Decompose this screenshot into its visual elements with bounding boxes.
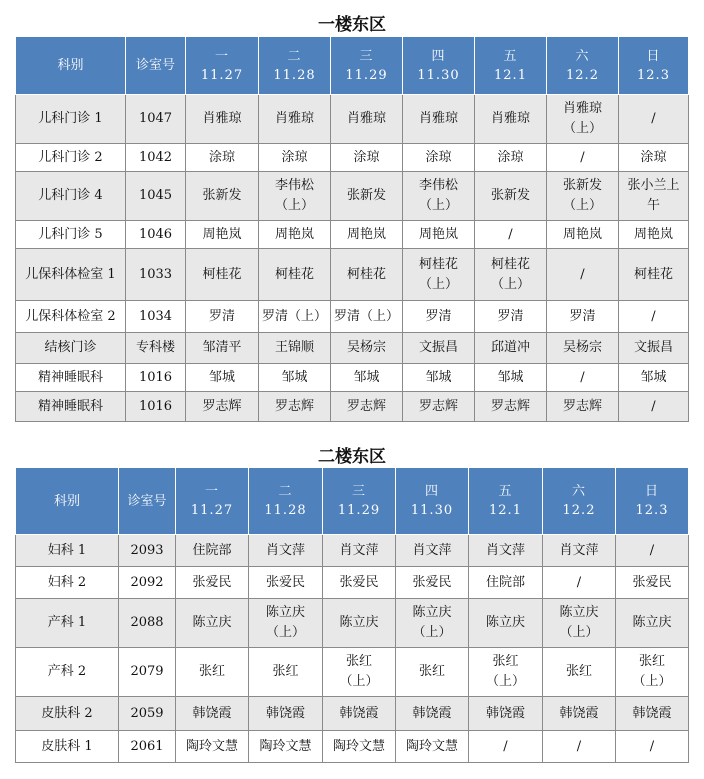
room-cell: 2093 bbox=[119, 535, 176, 567]
room-cell: 2061 bbox=[119, 731, 176, 763]
doctor-cell: 吴杨宗 bbox=[547, 333, 619, 364]
doctor-cell: 肖文萍 bbox=[543, 535, 616, 567]
doctor-cell: 陶玲文慧 bbox=[176, 731, 249, 763]
doctor-cell: 邹城 bbox=[619, 364, 689, 392]
doctor-cell: 李伟松 （上） bbox=[403, 172, 475, 221]
doctor-cell: 张红 bbox=[249, 648, 323, 697]
doctor-cell: 张红 bbox=[396, 648, 469, 697]
doctor-cell: 陈立庆 bbox=[176, 599, 249, 648]
doctor-cell: 张红 bbox=[543, 648, 616, 697]
doctor-cell: 陶玲文慧 bbox=[396, 731, 469, 763]
table-row bbox=[16, 697, 689, 731]
doctor-cell: 韩饶霞 bbox=[469, 697, 543, 731]
doctor-cell: 柯桂花 （上） bbox=[403, 249, 475, 301]
doctor-cell: / bbox=[469, 731, 543, 763]
doctor-cell: 张爱民 bbox=[249, 567, 323, 599]
doctor-cell: / bbox=[619, 392, 689, 422]
day-header: 五 12.1 bbox=[475, 37, 547, 95]
table-row bbox=[16, 301, 689, 333]
doctor-cell: 韩饶霞 bbox=[543, 697, 616, 731]
doctor-cell: 柯桂花 （上） bbox=[475, 249, 547, 301]
day-header: 二 11.28 bbox=[249, 468, 323, 535]
doctor-cell: 柯桂花 bbox=[331, 249, 403, 301]
day-header: 六 12.2 bbox=[547, 37, 619, 95]
dept-cell: 皮肤科 2 bbox=[16, 697, 119, 731]
doctor-cell: 张红 （上） bbox=[469, 648, 543, 697]
doctor-cell: 文振昌 bbox=[403, 333, 475, 364]
room-cell: 2092 bbox=[119, 567, 176, 599]
doctor-cell: 肖雅琼 bbox=[331, 95, 403, 144]
doctor-cell: 罗清（上） bbox=[331, 301, 403, 333]
dept-cell: 儿科门诊 2 bbox=[16, 144, 126, 172]
doctor-cell: 涂琼 bbox=[475, 144, 547, 172]
doctor-cell: 邹城 bbox=[331, 364, 403, 392]
doctor-cell: 肖雅琼 bbox=[259, 95, 331, 144]
dept-cell: 儿科门诊 1 bbox=[16, 95, 126, 144]
room-cell: 1045 bbox=[126, 172, 186, 221]
section-title: 二楼东区 bbox=[318, 447, 386, 467]
day-header: 日 12.3 bbox=[619, 37, 689, 95]
doctor-cell: 罗清 bbox=[186, 301, 259, 333]
doctor-cell: 涂琼 bbox=[259, 144, 331, 172]
room-cell: 2079 bbox=[119, 648, 176, 697]
doctor-cell: 邱道冲 bbox=[475, 333, 547, 364]
doctor-cell: 张新发 （上） bbox=[547, 172, 619, 221]
dept-cell: 儿科门诊 5 bbox=[16, 221, 126, 249]
table-row bbox=[16, 535, 689, 567]
doctor-cell: 张红 （上） bbox=[323, 648, 396, 697]
doctor-cell: 陈立庆 （上） bbox=[249, 599, 323, 648]
doctor-cell: 张爱民 bbox=[396, 567, 469, 599]
doctor-cell: 肖雅琼 （上） bbox=[547, 95, 619, 144]
doctor-cell: 陶玲文慧 bbox=[323, 731, 396, 763]
dept-cell: 妇科 1 bbox=[16, 535, 119, 567]
table-row bbox=[16, 648, 689, 697]
doctor-cell: 邹城 bbox=[475, 364, 547, 392]
table-header-row bbox=[16, 37, 689, 95]
day-header: 日 12.3 bbox=[616, 468, 689, 535]
doctor-cell: 柯桂花 bbox=[619, 249, 689, 301]
doctor-cell: 邹城 bbox=[186, 364, 259, 392]
table-row bbox=[16, 364, 689, 392]
doctor-cell: / bbox=[543, 731, 616, 763]
doctor-cell: 张红 bbox=[176, 648, 249, 697]
table-row bbox=[16, 172, 689, 221]
doctor-cell: 罗志辉 bbox=[186, 392, 259, 422]
doctor-cell: 陈立庆 （上） bbox=[396, 599, 469, 648]
table-header-row bbox=[16, 468, 689, 535]
doctor-cell: 周艳岚 bbox=[259, 221, 331, 249]
dept-cell: 儿保科体检室 1 bbox=[16, 249, 126, 301]
doctor-cell: 罗清 bbox=[403, 301, 475, 333]
section-title: 一楼东区 bbox=[318, 15, 386, 35]
dept-cell: 精神睡眠科 bbox=[16, 364, 126, 392]
doctor-cell: 张爱民 bbox=[323, 567, 396, 599]
day-header: 五 12.1 bbox=[469, 468, 543, 535]
doctor-cell: 罗志辉 bbox=[331, 392, 403, 422]
doctor-cell: 肖文萍 bbox=[249, 535, 323, 567]
doctor-cell: 柯桂花 bbox=[186, 249, 259, 301]
table-row bbox=[16, 567, 689, 599]
doctor-cell: 文振昌 bbox=[619, 333, 689, 364]
table-row bbox=[16, 731, 689, 763]
doctor-cell: 肖雅琼 bbox=[475, 95, 547, 144]
doctor-cell: 住院部 bbox=[176, 535, 249, 567]
day-header: 一 11.27 bbox=[186, 37, 259, 95]
doctor-cell: 涂琼 bbox=[403, 144, 475, 172]
doctor-cell: 周艳岚 bbox=[547, 221, 619, 249]
table-row bbox=[16, 599, 689, 648]
dept-cell: 结核门诊 bbox=[16, 333, 126, 364]
room-cell: 专科楼 bbox=[126, 333, 186, 364]
doctor-cell: / bbox=[616, 731, 689, 763]
doctor-cell: / bbox=[616, 535, 689, 567]
doctor-cell: / bbox=[619, 301, 689, 333]
dept-cell: 皮肤科 1 bbox=[16, 731, 119, 763]
doctor-cell: 张新发 bbox=[331, 172, 403, 221]
dept-cell: 儿科门诊 4 bbox=[16, 172, 126, 221]
table-row bbox=[16, 249, 689, 301]
doctor-cell: 涂琼 bbox=[186, 144, 259, 172]
doctor-cell: 陈立庆 （上） bbox=[543, 599, 616, 648]
schedule-table-floor-2 bbox=[15, 467, 689, 763]
doctor-cell: 陈立庆 bbox=[323, 599, 396, 648]
room-cell: 1033 bbox=[126, 249, 186, 301]
doctor-cell: 肖文萍 bbox=[323, 535, 396, 567]
day-header: 一 11.27 bbox=[176, 468, 249, 535]
day-header: 二 11.28 bbox=[259, 37, 331, 95]
dept-header: 科别 bbox=[16, 468, 119, 535]
doctor-cell: 周艳岚 bbox=[619, 221, 689, 249]
doctor-cell: 张爱民 bbox=[616, 567, 689, 599]
room-cell: 1047 bbox=[126, 95, 186, 144]
doctor-cell: 张新发 bbox=[186, 172, 259, 221]
dept-cell: 产科 1 bbox=[16, 599, 119, 648]
doctor-cell: 周艳岚 bbox=[331, 221, 403, 249]
day-header: 四 11.30 bbox=[403, 37, 475, 95]
doctor-cell: 韩饶霞 bbox=[323, 697, 396, 731]
room-cell: 1034 bbox=[126, 301, 186, 333]
doctor-cell: / bbox=[547, 364, 619, 392]
doctor-cell: 吴杨宗 bbox=[331, 333, 403, 364]
doctor-cell: 王锦顺 bbox=[259, 333, 331, 364]
room-cell: 1016 bbox=[126, 392, 186, 422]
doctor-cell: 罗志辉 bbox=[403, 392, 475, 422]
doctor-cell: / bbox=[547, 249, 619, 301]
doctor-cell: 韩饶霞 bbox=[396, 697, 469, 731]
doctor-cell: 李伟松 （上） bbox=[259, 172, 331, 221]
doctor-cell: 罗志辉 bbox=[547, 392, 619, 422]
doctor-cell: 涂琼 bbox=[331, 144, 403, 172]
table-row bbox=[16, 333, 689, 364]
room-header: 诊室号 bbox=[126, 37, 186, 95]
doctor-cell: 肖雅琼 bbox=[403, 95, 475, 144]
day-header: 三 11.29 bbox=[323, 468, 396, 535]
doctor-cell: 肖文萍 bbox=[396, 535, 469, 567]
doctor-cell: 柯桂花 bbox=[259, 249, 331, 301]
doctor-cell: / bbox=[619, 95, 689, 144]
doctor-cell: 肖文萍 bbox=[469, 535, 543, 567]
doctor-cell: 肖雅琼 bbox=[186, 95, 259, 144]
table-row bbox=[16, 95, 689, 144]
table-row bbox=[16, 392, 689, 422]
doctor-cell: 张小兰上 午 bbox=[619, 172, 689, 221]
dept-cell: 儿保科体检室 2 bbox=[16, 301, 126, 333]
doctor-cell: 周艳岚 bbox=[186, 221, 259, 249]
doctor-cell: 邹城 bbox=[403, 364, 475, 392]
doctor-cell: 周艳岚 bbox=[403, 221, 475, 249]
doctor-cell: 韩饶霞 bbox=[616, 697, 689, 731]
day-header: 三 11.29 bbox=[331, 37, 403, 95]
doctor-cell: 张爱民 bbox=[176, 567, 249, 599]
doctor-cell: 陈立庆 bbox=[469, 599, 543, 648]
dept-cell: 精神睡眠科 bbox=[16, 392, 126, 422]
doctor-cell: / bbox=[543, 567, 616, 599]
dept-cell: 妇科 2 bbox=[16, 567, 119, 599]
doctor-cell: 罗清 bbox=[475, 301, 547, 333]
doctor-cell: 张新发 bbox=[475, 172, 547, 221]
room-header: 诊室号 bbox=[119, 468, 176, 535]
doctor-cell: 邹城 bbox=[259, 364, 331, 392]
room-cell: 1046 bbox=[126, 221, 186, 249]
room-cell: 2059 bbox=[119, 697, 176, 731]
doctor-cell: / bbox=[547, 144, 619, 172]
table-row bbox=[16, 144, 689, 172]
doctor-cell: 罗志辉 bbox=[259, 392, 331, 422]
doctor-cell: 韩饶霞 bbox=[176, 697, 249, 731]
doctor-cell: / bbox=[475, 221, 547, 249]
schedule-table-floor-1 bbox=[15, 36, 689, 422]
doctor-cell: 罗清（上） bbox=[259, 301, 331, 333]
doctor-cell: 涂琼 bbox=[619, 144, 689, 172]
day-header: 六 12.2 bbox=[543, 468, 616, 535]
doctor-cell: 住院部 bbox=[469, 567, 543, 599]
day-header: 四 11.30 bbox=[396, 468, 469, 535]
doctor-cell: 罗清 bbox=[547, 301, 619, 333]
doctor-cell: 陶玲文慧 bbox=[249, 731, 323, 763]
room-cell: 2088 bbox=[119, 599, 176, 648]
doctor-cell: 罗志辉 bbox=[475, 392, 547, 422]
doctor-cell: 邹清平 bbox=[186, 333, 259, 364]
doctor-cell: 陈立庆 bbox=[616, 599, 689, 648]
dept-cell: 产科 2 bbox=[16, 648, 119, 697]
table-row bbox=[16, 221, 689, 249]
doctor-cell: 韩饶霞 bbox=[249, 697, 323, 731]
room-cell: 1042 bbox=[126, 144, 186, 172]
room-cell: 1016 bbox=[126, 364, 186, 392]
dept-header: 科别 bbox=[16, 37, 126, 95]
doctor-cell: 张红 （上） bbox=[616, 648, 689, 697]
